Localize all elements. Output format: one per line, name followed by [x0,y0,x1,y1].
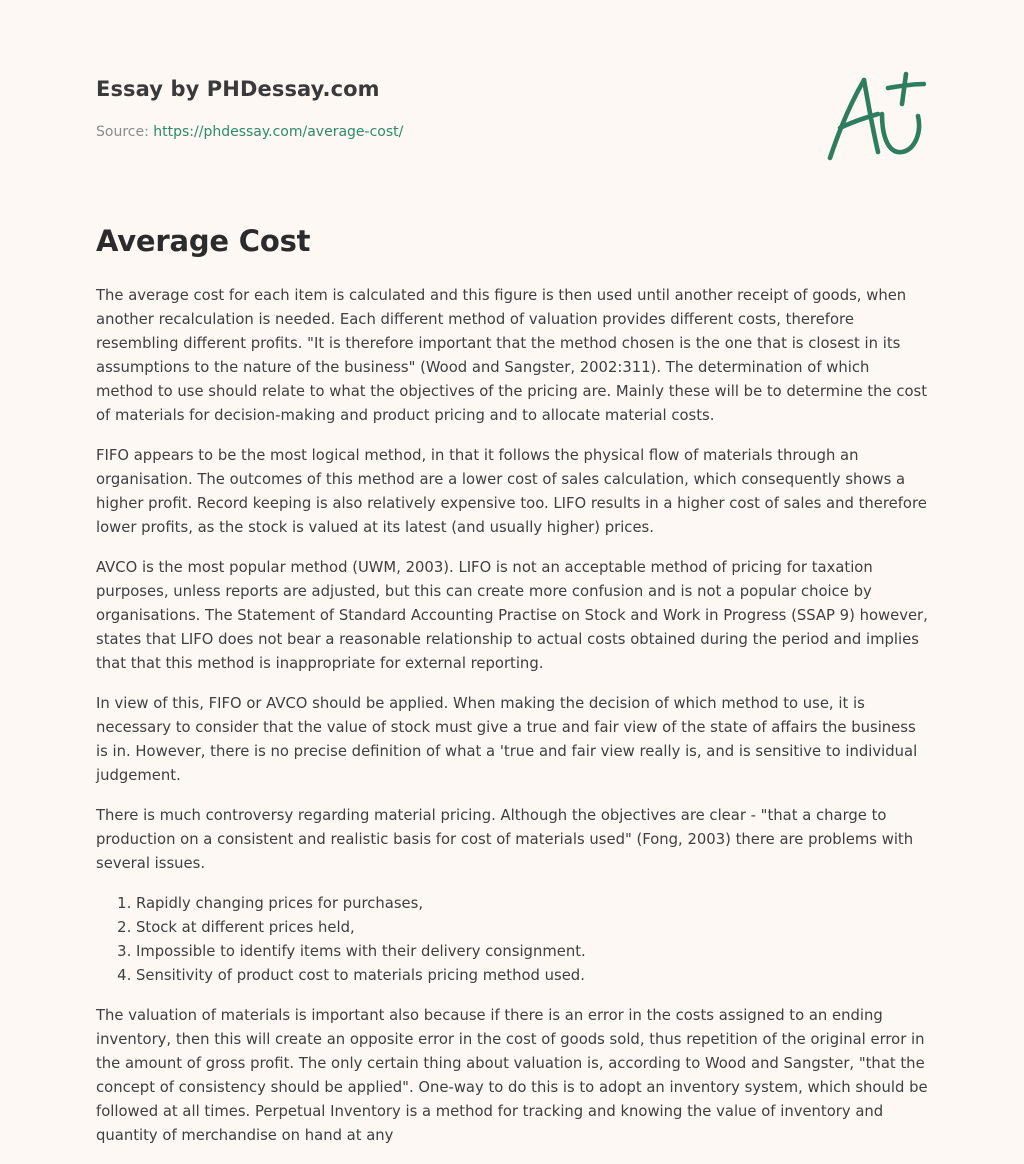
essay-body [96,284,928,1164]
paragraph: FIFO appears to be the most logical method, in that it follows the physical flow of materials through an organisation. The outcomes of this method are a lower cost of sales calculation, which consequently shows a higher profit. Record keeping is also relatively expensive too. LIFO results in a higher cost of sales and therefore lower profits, as the stock is valued at its latest (and usually higher) prices. [96,447,927,536]
list-item: 4. Sensitivity of product cost to materials pricing method used. [136,964,928,988]
a-plus-logo-icon [826,70,926,164]
list-item: 1. Rapidly changing prices for purchases, [136,892,928,916]
source-link[interactable]: https://phdessay.com/average-cost/ [153,124,404,140]
source-label: Source: [96,124,149,140]
essay-title: Average Cost [96,224,311,258]
source-line [96,124,403,140]
list-item: 3. Impossible to identify items with their delivery consignment. [136,940,928,964]
paragraph: The average cost for each item is calculated and this figure is then used until another receipt of goods, when another recalculation is needed. Each different method of valuation provides different costs, therefore resembling different profits. "It is therefore important that the method chosen is the one that is closest in its assumptions to the nature of the business" (Wood and Sangster, 2002:311). The determination of which method to use should relate to what the objectives of the pricing are. Mainly these will be to determine the cost of materials for decision-making and product pricing and to allocate material costs. [96,287,928,424]
issues-list [96,892,928,988]
brand-title: Essay by PHDessay.com [96,77,380,101]
paragraph: The valuation of materials is important also because if there is an error in the costs assigned to an ending inventory, then this will create an opposite error in the cost of goods sold, thus repetition of the original error in the amount of gross profit. The only certain thing about valuation is, according to Wood and Sangster, "that the concept of consistency should be applied". One-way to do this is to adopt an inventory system, which should be followed at all times. Perpetual Inventory is a method for tracking and knowing the value of inventory and quantity of merchandise on hand at any [96,1007,928,1144]
paragraph: There is much controversy regarding material pricing. Although the objectives are clear - "that a charge to production on a consistent and realistic basis for cost of materials used" (Fong, 2003) there are problems with several issues. [96,807,914,872]
paragraph: In view of this, FIFO or AVCO should be applied. When making the decision of which method to use, it is necessary to consider that the value of stock must give a true and fair view of the state of affairs the business is in. However, there is no precise definition of what a 'true and fair view really is, and is sensitive to individual judgement. [96,695,918,784]
list-item: 2. Stock at different prices held, [136,916,928,940]
paragraph: AVCO is the most popular method (UWM, 2003). LIFO is not an acceptable method of pricing for taxation purposes, unless reports are adjusted, but this can create more confusion and is not a popular choice by organisations. The Statement of Standard Accounting Practise on Stock and Work in Progress (SSAP 9) however, states that LIFO does not bear a reasonable relationship to actual costs obtained during the period and implies that that this method is inappropriate for external reporting. [96,559,928,672]
